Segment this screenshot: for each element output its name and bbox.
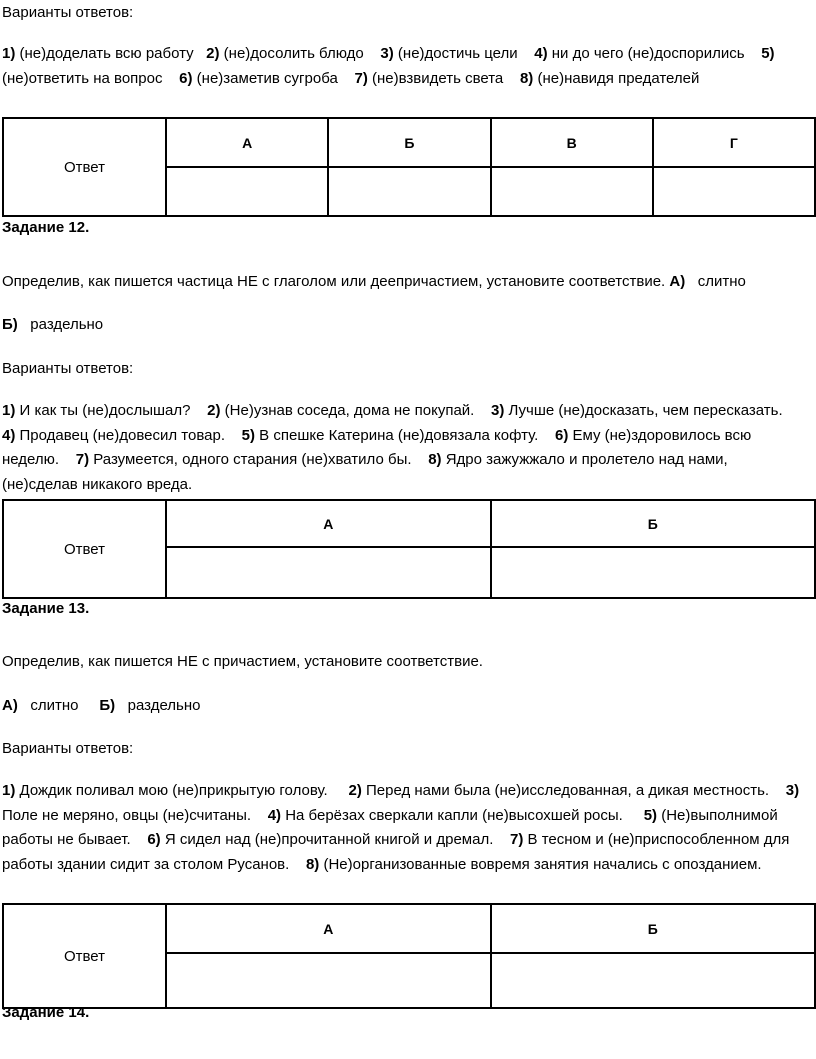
answer-cell-b[interactable] bbox=[491, 953, 816, 1008]
option-text: Я сидел над (не)прочитанной книгой и дремал. bbox=[160, 831, 494, 848]
option-text: Поле не меряно, овцы (не)считаны. bbox=[2, 806, 252, 824]
option-number: 4) bbox=[2, 426, 16, 444]
option-number: 5) bbox=[761, 45, 775, 62]
options-list bbox=[2, 779, 807, 877]
task-instruction: Определив, как пишется частица НЕ с глаголом или деепричастием, установите соответствие. bbox=[2, 273, 666, 290]
option-text: (не)заметив сугроба bbox=[192, 69, 338, 87]
option-number: 6) bbox=[554, 426, 569, 444]
option-text: В спешке Катерина (не)довязала кофту. bbox=[255, 426, 539, 444]
option-text: (Не)выполнимой работы не бывает. bbox=[2, 806, 778, 848]
option-number: 2) bbox=[207, 402, 221, 419]
option-text: Дождик поливал мою (не)прикрытую голову. bbox=[15, 782, 328, 799]
task-title: Задание 12. bbox=[2, 219, 90, 236]
task-title: Задание 13. bbox=[2, 600, 90, 617]
option-number: 1) bbox=[2, 45, 16, 62]
option-text: (Не)узнав соседа, дома не покупай. bbox=[220, 402, 475, 419]
option-number: 1) bbox=[2, 402, 16, 419]
option-text: (не)доделать всю работу bbox=[15, 45, 194, 62]
column-header-b: Б bbox=[491, 904, 816, 953]
option-text: Ядро зажужжало и пролетело над нами, (не)сделав никакого вреда. bbox=[2, 451, 728, 493]
option-number: 4) bbox=[534, 45, 548, 62]
answer-table bbox=[2, 903, 816, 1009]
option-number: 8) bbox=[519, 69, 534, 87]
option-number: 3) bbox=[380, 45, 394, 62]
option-text: И как ты (не)дослышал? bbox=[15, 402, 191, 419]
option-text: (не)досолить блюдо bbox=[219, 45, 364, 62]
option-number: 2) bbox=[348, 782, 362, 799]
option-number: 4) bbox=[267, 806, 282, 824]
option-number: 7) bbox=[510, 831, 524, 848]
answer-cell-g[interactable] bbox=[653, 167, 815, 216]
answer-cell-a[interactable] bbox=[166, 167, 328, 216]
answer-cell-a[interactable] bbox=[166, 547, 491, 598]
option-number: 2) bbox=[206, 45, 220, 62]
option-text: (не)взвидеть света bbox=[367, 69, 504, 87]
option-text: На берёзах сверкали капли (не)высохшей росы. bbox=[281, 806, 623, 824]
column-header-g: Г bbox=[653, 118, 815, 167]
column-header-a: А bbox=[166, 118, 328, 167]
answer-row-label: Ответ bbox=[3, 904, 166, 1008]
option-text: В тесном и (не)приспособленном для работы здании сидит за столом Русанов. bbox=[2, 831, 790, 873]
answer-cell-b[interactable] bbox=[328, 167, 490, 216]
variants-heading: Варианты ответов: bbox=[2, 4, 134, 21]
answer-row-label: Ответ bbox=[3, 500, 166, 598]
choice-letter-b: Б) bbox=[2, 316, 18, 333]
option-text: Продавец (не)довесил товар. bbox=[15, 426, 225, 444]
task-title: Задание 14. bbox=[2, 1004, 90, 1021]
option-number: 7) bbox=[354, 69, 368, 87]
choice-text-a: слитно bbox=[30, 697, 79, 714]
column-header-b: Б bbox=[491, 500, 816, 547]
option-number: 5) bbox=[643, 806, 658, 824]
column-header-a: А bbox=[166, 500, 491, 547]
option-number: 7) bbox=[75, 451, 90, 468]
task-instruction-line bbox=[2, 270, 746, 294]
column-header-a: А bbox=[166, 904, 491, 953]
option-text: (не)навидя предателей bbox=[533, 69, 700, 87]
option-number: 8) bbox=[428, 451, 442, 468]
answer-cell-b[interactable] bbox=[491, 547, 816, 598]
options-list bbox=[2, 399, 807, 497]
answer-row-label: Ответ bbox=[3, 118, 166, 216]
option-number: 5) bbox=[241, 426, 256, 444]
choice-letter-b: Б) bbox=[99, 697, 116, 714]
variants-heading: Варианты ответов: bbox=[2, 740, 134, 757]
choice-b-line bbox=[2, 313, 103, 337]
answer-table bbox=[2, 499, 816, 599]
option-number: 3) bbox=[785, 782, 800, 799]
option-number: 1) bbox=[2, 782, 16, 799]
variants-heading: Варианты ответов: bbox=[2, 360, 134, 377]
column-header-v: В bbox=[491, 118, 653, 167]
choice-letter-a: А) bbox=[669, 273, 686, 290]
option-text: Разумеется, одного старания (не)хватило бы. bbox=[89, 451, 412, 468]
option-text: Перед нами была (не)исследованная, а дикая местность. bbox=[361, 782, 770, 799]
option-number: 6) bbox=[179, 69, 193, 87]
option-text: (Не)организованные вовремя занятия начались с опозданием. bbox=[319, 855, 762, 873]
choice-letter-a: А) bbox=[2, 697, 18, 714]
option-text: Ему (не)здоровилось всю неделю. bbox=[2, 426, 752, 468]
choice-text-b: раздельно bbox=[30, 316, 104, 333]
option-text: ни до чего (не)доспорились bbox=[547, 45, 745, 62]
choice-text-a: слитно bbox=[697, 273, 746, 290]
choices-line bbox=[2, 694, 200, 718]
option-number: 6) bbox=[147, 831, 161, 848]
options-list bbox=[2, 42, 807, 91]
answer-cell-v[interactable] bbox=[491, 167, 653, 216]
answer-table bbox=[2, 117, 816, 217]
option-number: 8) bbox=[305, 855, 320, 873]
choice-text-b: раздельно bbox=[127, 697, 201, 714]
option-text: (не)ответить на вопрос bbox=[2, 69, 163, 87]
option-text: (не)достичь цели bbox=[393, 45, 518, 62]
column-header-b: Б bbox=[328, 118, 490, 167]
option-text: Лучше (не)досказать, чем пересказать. bbox=[504, 402, 783, 419]
task-instruction: Определив, как пишется НЕ с причастием, установите соответствие. bbox=[2, 653, 483, 670]
answer-cell-a[interactable] bbox=[166, 953, 491, 1008]
option-number: 3) bbox=[491, 402, 505, 419]
